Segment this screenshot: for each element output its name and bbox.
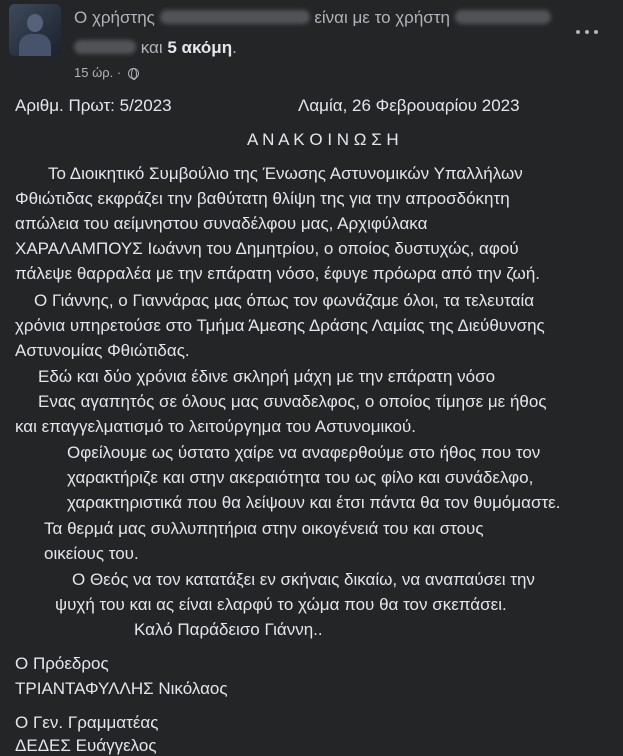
signature-line: Ο Πρόεδρος	[15, 654, 109, 673]
body-line: Καλό Παράδεισο Γιάννη..	[134, 620, 323, 639]
body-line: Ενας αγαπητός σε όλους μας συναδελφος, ο οποίος τίμησε με ήθος	[38, 392, 547, 411]
more-tagged-link[interactable]: 5 ακόμη	[167, 38, 233, 57]
body-line: Τα θερμά μας συλλυπητήρια στην οικογένειά του και στους	[44, 519, 484, 538]
post-meta	[74, 65, 139, 80]
post-time[interactable]: 15 ώρ.	[74, 65, 114, 80]
dot	[576, 30, 580, 34]
protocol-number: Αριθμ. Πρωτ: 5/2023	[15, 96, 172, 115]
avatar[interactable]	[9, 4, 61, 56]
dot-separator: ·	[116, 65, 122, 80]
more-options-icon[interactable]	[574, 24, 600, 40]
header-middle: είναι με το χρήστη	[314, 8, 450, 27]
body-line: Το Διοικητικό Συμβούλιο της Ένωσης Αστυνομικών Υπαλλήλων	[48, 164, 523, 183]
signature-line: Ο Γεν. Γραμματέας	[15, 713, 159, 732]
post-header-line-1	[74, 8, 551, 28]
signature-line: ΔΕΔΕΣ Ευάγγελος	[15, 736, 157, 755]
body-line: Οφείλουμε ως ύστατο χαίρε να αναφερθούμε στο ήθος που τον	[67, 443, 541, 462]
avatar-head	[27, 14, 43, 32]
body-line: χαρακτηριστικά που θα λείψουν και έτσι πάντα θα τον θυμόμαστε.	[67, 493, 561, 512]
body-line: και επαγγελματισμό το λειτούργημα του Αστυνομικού.	[15, 417, 417, 436]
redacted-tagged-user-name-2[interactable]	[74, 40, 136, 54]
signature-line: ΤΡΙΑΝΤΑΦΥΛΛΗΣ Νικόλαος	[15, 679, 228, 698]
body-line: χρόνια υπηρετούσε στο Τμήμα Άμεσης Δράσης Λαμίας της Διεύθυνσης	[15, 316, 545, 335]
header-end: .	[232, 38, 237, 57]
body-line: ψυχή του και ας είναι ελαρφύ το χώμα που θα τον σκεπάσει.	[55, 595, 507, 614]
header-connector: και	[140, 38, 163, 57]
redacted-user-name[interactable]	[160, 10, 310, 24]
body-line: απώλεια του αείμνηστου συναδέλφου μας, Αρχιφύλακα	[15, 214, 428, 233]
body-line: Ο Θεός να τον κατατάξει εν σκήναις δικαίω, να αναπαύσει την	[72, 570, 535, 589]
dot	[594, 30, 598, 34]
body-line: Ο Γιάννης, ο Γιαννάρας μας όπως τον φωνάζαμε όλοι, τα τελευταία	[34, 291, 535, 310]
dot	[585, 30, 589, 34]
globe-icon[interactable]	[128, 68, 139, 79]
body-line: Φθιώτιδας εκφράζει την βαθύτατη θλίψη της για την απροσδόκητη	[15, 189, 510, 208]
body-line: πάλεψε θαρραλέα με την επάρατη νόσο, έφυγε πρόωρα από την ζωή.	[15, 264, 541, 283]
body-line: Αστυνομίας Φθιώτιδας.	[15, 341, 190, 360]
avatar-body	[19, 34, 51, 56]
redacted-tagged-user-name[interactable]	[455, 10, 551, 24]
announcement-title: Α Ν Α Κ Ο Ι Ν Ω Σ Η	[247, 130, 399, 149]
post-header-line-2	[74, 38, 237, 58]
header-prefix: Ο χρήστης	[74, 8, 155, 27]
date-place: Λαμία, 26 Φεβρουαρίου 2023	[298, 96, 520, 115]
body-line: οικείους του.	[44, 544, 139, 563]
body-line: ΧΑΡΑΛΑΜΠΟΥΣ Ιωάννη του Δημητρίου, ο οποίος δυστυχώς, αφού	[15, 239, 519, 258]
body-line: χαρακτήριζε και στην ακεραιότητα του ως φίλο και συνάδελφο,	[67, 468, 534, 487]
body-line: Εδώ και δύο χρόνια έδινε σκληρή μάχη με την επάρατη νόσο	[38, 367, 496, 386]
